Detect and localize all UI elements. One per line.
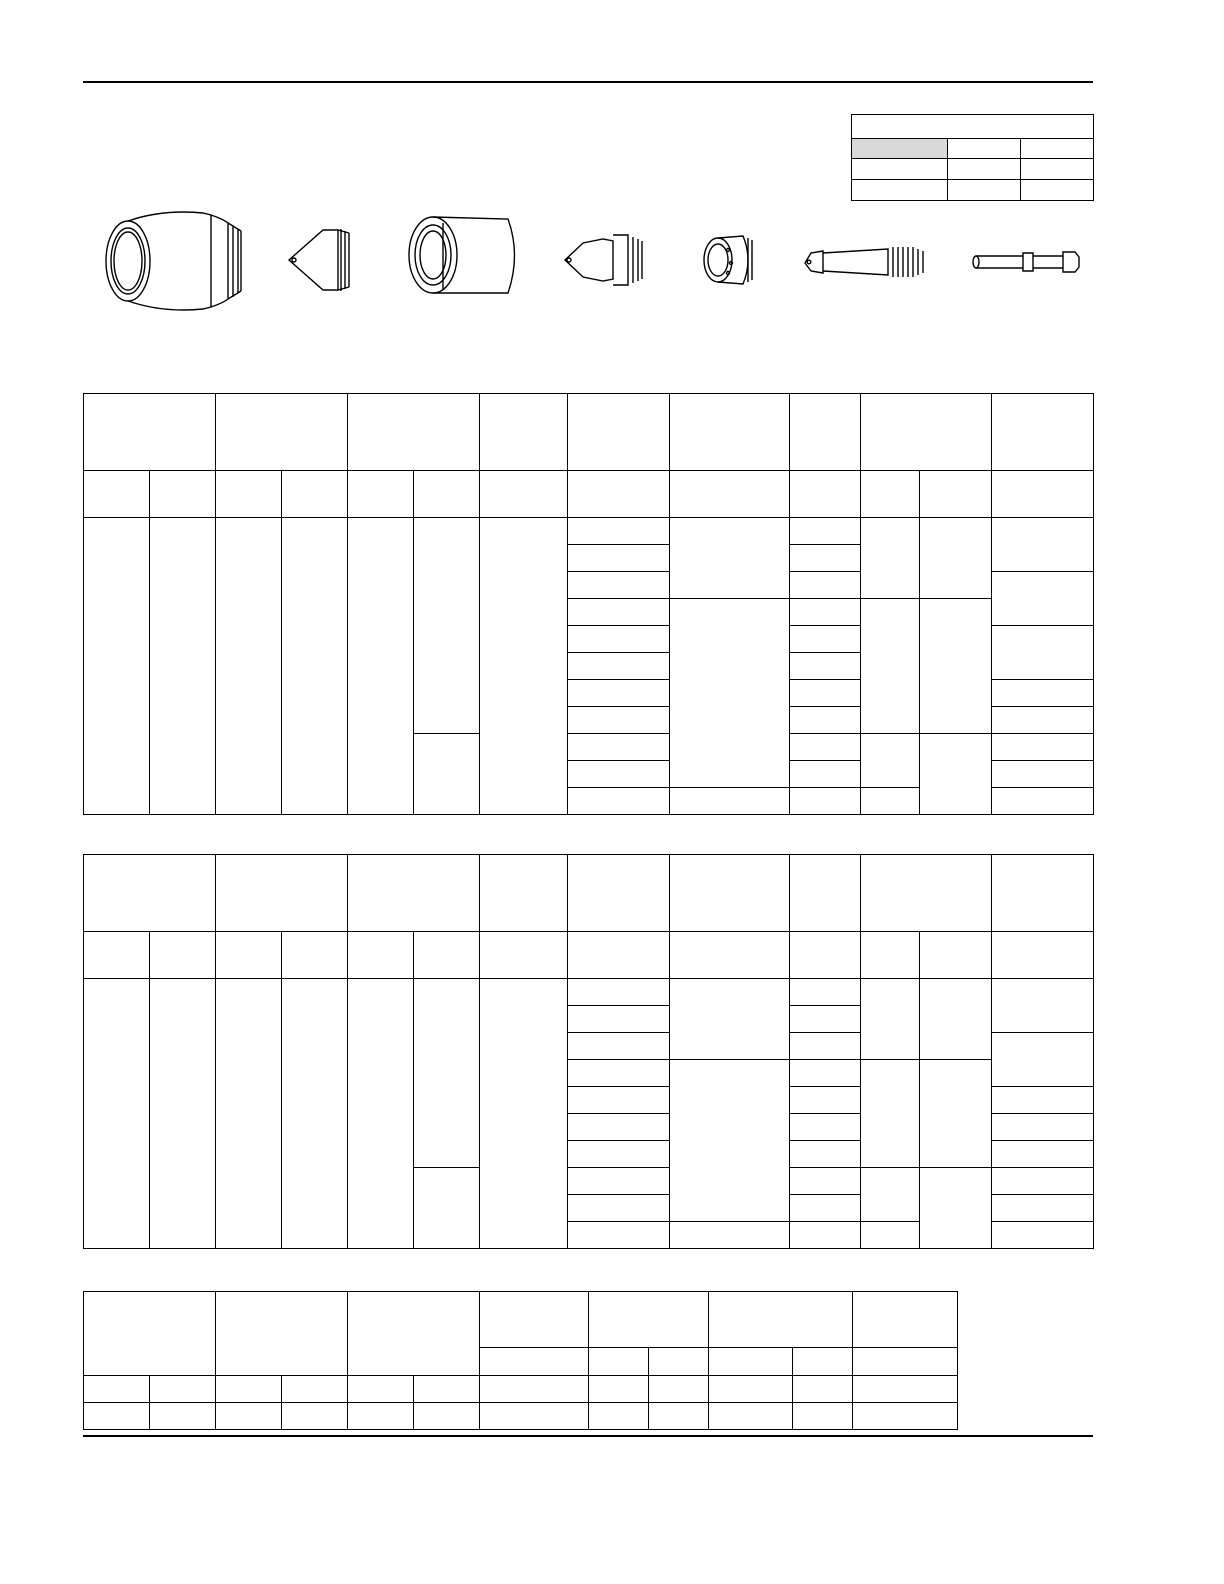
table-cell <box>852 180 948 201</box>
table-cell <box>216 471 282 518</box>
table-cell <box>861 734 920 788</box>
table-cell <box>992 979 1094 1033</box>
table-row <box>84 932 1094 979</box>
table-cell <box>568 1060 670 1087</box>
nozzle-part-image <box>565 235 642 285</box>
table-cell <box>992 1168 1094 1195</box>
table-cell <box>793 1376 853 1403</box>
table-cell <box>670 599 790 788</box>
table-cell <box>480 932 568 979</box>
consumables-table-2 <box>83 854 1094 1249</box>
table-cell <box>568 1222 670 1249</box>
table-cell <box>216 855 348 932</box>
retaining-cap-part-image <box>409 217 515 293</box>
table-cell <box>568 761 670 788</box>
table-cell <box>589 1348 649 1376</box>
table-row <box>852 139 1094 159</box>
table-cell <box>589 1403 649 1430</box>
table-cell <box>853 1376 958 1403</box>
table-row <box>84 1292 958 1348</box>
table-cell <box>853 1292 958 1348</box>
table-cell <box>790 626 861 653</box>
table-cell <box>920 518 992 599</box>
table-cell <box>568 1195 670 1222</box>
legend-shaded-cell <box>852 139 948 159</box>
table-cell <box>992 626 1094 680</box>
table-cell <box>790 680 861 707</box>
table-cell <box>216 1403 282 1430</box>
table-cell <box>150 471 216 518</box>
table-row <box>84 1376 958 1403</box>
table-cell <box>861 1168 920 1222</box>
table-cell <box>84 855 216 932</box>
table-cell <box>216 979 282 1249</box>
table-row <box>852 159 1094 180</box>
table-cell <box>790 545 861 572</box>
consumables-table-1 <box>83 393 1094 815</box>
table-cell <box>709 1376 793 1403</box>
table-cell <box>480 471 568 518</box>
table-cell <box>992 1033 1094 1087</box>
table-cell <box>84 518 150 815</box>
table-cell <box>790 1195 861 1222</box>
table-cell <box>920 471 992 518</box>
swirl-ring-part-image <box>704 236 752 284</box>
table-cell <box>414 518 480 734</box>
table-cell <box>568 1006 670 1033</box>
table-cell <box>84 1292 216 1376</box>
table-cell <box>709 1348 793 1376</box>
table-cell <box>920 1060 992 1168</box>
table-cell <box>568 979 670 1006</box>
table-cell <box>920 734 992 815</box>
table-cell <box>480 1348 589 1376</box>
table-cell <box>414 979 480 1168</box>
table-cell <box>1021 180 1094 201</box>
table-cell <box>790 855 861 932</box>
table-cell <box>568 1141 670 1168</box>
shield-part-image <box>106 212 241 310</box>
table-cell <box>568 1033 670 1060</box>
table-cell <box>670 1222 790 1249</box>
table-cell <box>568 545 670 572</box>
table-cell <box>670 1060 790 1222</box>
table-cell <box>348 1376 414 1403</box>
table-cell <box>84 471 150 518</box>
table-cell <box>480 979 568 1249</box>
table-cell <box>84 394 216 471</box>
table-cell <box>992 518 1094 572</box>
table-cell <box>920 599 992 734</box>
table-cell <box>790 1141 861 1168</box>
table-cell <box>150 1376 216 1403</box>
table-cell <box>568 1114 670 1141</box>
table-cell <box>790 572 861 599</box>
table-cell <box>948 180 1021 201</box>
table-cell <box>414 1403 480 1430</box>
table-cell <box>414 471 480 518</box>
table-cell <box>670 979 790 1060</box>
table-cell <box>568 932 670 979</box>
table-cell <box>670 788 790 815</box>
table-cell <box>480 1403 589 1430</box>
table-cell <box>861 979 920 1060</box>
table-cell <box>568 707 670 734</box>
table-row <box>84 979 1094 1006</box>
table-cell <box>861 788 920 815</box>
table-cell <box>790 932 861 979</box>
table-cell <box>480 1376 589 1403</box>
electrode-part-image <box>805 247 923 277</box>
table-cell <box>790 761 861 788</box>
table-cell <box>992 1222 1094 1249</box>
table-cell <box>282 471 348 518</box>
table-cell <box>861 518 920 599</box>
table-cell <box>861 394 992 471</box>
table-cell <box>150 932 216 979</box>
table-cell <box>790 734 861 761</box>
table-cell <box>992 734 1094 761</box>
table-cell <box>992 707 1094 734</box>
table-cell <box>282 979 348 1249</box>
table-cell <box>709 1403 793 1430</box>
table-cell <box>793 1403 853 1430</box>
table-cell <box>216 394 348 471</box>
table-cell <box>853 1403 958 1430</box>
table-row <box>852 180 1094 201</box>
consumables-table-3 <box>83 1291 958 1430</box>
legend-header-cell <box>852 115 1094 139</box>
table-cell <box>1021 159 1094 180</box>
table-cell <box>348 394 480 471</box>
legend-table <box>851 114 1094 201</box>
consumables-illustration <box>83 205 1093 320</box>
table-cell <box>589 1376 649 1403</box>
table-cell <box>992 761 1094 788</box>
table-cell <box>992 1141 1094 1168</box>
table-cell <box>348 471 414 518</box>
table-cell <box>568 1087 670 1114</box>
table-cell <box>84 932 150 979</box>
table-cell <box>150 979 216 1249</box>
table-cell <box>790 1087 861 1114</box>
table-cell <box>992 394 1094 471</box>
table-cell <box>348 979 414 1249</box>
table-cell <box>480 1292 589 1348</box>
table-cell <box>282 932 348 979</box>
table-cell <box>84 1376 150 1403</box>
table-cell <box>920 932 992 979</box>
table-cell <box>920 979 992 1060</box>
water-tube-part-image <box>973 252 1079 272</box>
table-cell <box>948 139 1021 159</box>
table-cell <box>568 518 670 545</box>
table-cell <box>992 788 1094 815</box>
table-row <box>84 394 1094 471</box>
table-cell <box>852 159 948 180</box>
table-cell <box>790 653 861 680</box>
table-cell <box>853 1348 958 1376</box>
table-cell <box>790 599 861 626</box>
table-cell <box>709 1292 853 1348</box>
table-cell <box>1021 139 1094 159</box>
nozzle-cap-part-image <box>289 229 349 291</box>
table-cell <box>790 394 861 471</box>
table-cell <box>348 1292 480 1376</box>
table-cell <box>790 1114 861 1141</box>
table-cell <box>670 518 790 599</box>
table-cell <box>568 572 670 599</box>
table-cell <box>790 1222 861 1249</box>
table-cell <box>348 518 414 815</box>
table-cell <box>480 855 568 932</box>
table-row <box>84 518 1094 545</box>
table-cell <box>992 680 1094 707</box>
table-cell <box>861 932 920 979</box>
table-cell <box>861 1222 920 1249</box>
table-cell <box>348 932 414 979</box>
table-cell <box>992 572 1094 626</box>
bottom-rule <box>83 1435 1093 1437</box>
top-rule <box>83 81 1093 83</box>
table-cell <box>84 1403 150 1430</box>
table-cell <box>414 734 480 815</box>
table-cell <box>568 471 670 518</box>
table-cell <box>589 1292 709 1348</box>
table-cell <box>793 1348 853 1376</box>
table-cell <box>568 788 670 815</box>
table-cell <box>992 1195 1094 1222</box>
table-cell <box>568 1168 670 1195</box>
table-cell <box>992 1114 1094 1141</box>
table-cell <box>282 1403 348 1430</box>
table-cell <box>282 518 348 815</box>
table-cell <box>670 471 790 518</box>
table-cell <box>790 1060 861 1087</box>
table-row <box>84 855 1094 932</box>
table-cell <box>790 788 861 815</box>
table-cell <box>282 1376 348 1403</box>
table-cell <box>568 599 670 626</box>
table-cell <box>480 518 568 815</box>
table-row <box>84 471 1094 518</box>
table-cell <box>150 518 216 815</box>
table-cell <box>790 707 861 734</box>
table-cell <box>568 734 670 761</box>
table-cell <box>992 1087 1094 1114</box>
table-cell <box>861 471 920 518</box>
table-cell <box>790 471 861 518</box>
table-cell <box>670 855 790 932</box>
table-row <box>84 1403 958 1430</box>
table-cell <box>84 979 150 1249</box>
table-cell <box>216 1376 282 1403</box>
table-cell <box>216 518 282 815</box>
table-cell <box>568 680 670 707</box>
table-cell <box>861 599 920 734</box>
table-cell <box>649 1376 709 1403</box>
table-cell <box>568 626 670 653</box>
table-cell <box>348 855 480 932</box>
table-cell <box>992 471 1094 518</box>
table-cell <box>480 394 568 471</box>
table-cell <box>948 159 1021 180</box>
table-cell <box>414 1376 480 1403</box>
table-cell <box>568 653 670 680</box>
table-row <box>852 115 1094 139</box>
table-cell <box>670 932 790 979</box>
table-cell <box>861 855 992 932</box>
table-cell <box>790 1006 861 1033</box>
table-cell <box>414 1168 480 1249</box>
table-cell <box>992 932 1094 979</box>
table-cell <box>150 1403 216 1430</box>
table-cell <box>920 1168 992 1249</box>
table-cell <box>790 1168 861 1195</box>
table-cell <box>414 932 480 979</box>
table-cell <box>216 1292 348 1376</box>
table-cell <box>649 1403 709 1430</box>
table-cell <box>649 1348 709 1376</box>
table-cell <box>216 932 282 979</box>
table-cell <box>992 855 1094 932</box>
table-cell <box>790 979 861 1006</box>
table-cell <box>790 1033 861 1060</box>
table-cell <box>790 518 861 545</box>
table-cell <box>568 394 670 471</box>
table-cell <box>861 1060 920 1168</box>
table-cell <box>670 394 790 471</box>
table-cell <box>568 855 670 932</box>
table-cell <box>348 1403 414 1430</box>
